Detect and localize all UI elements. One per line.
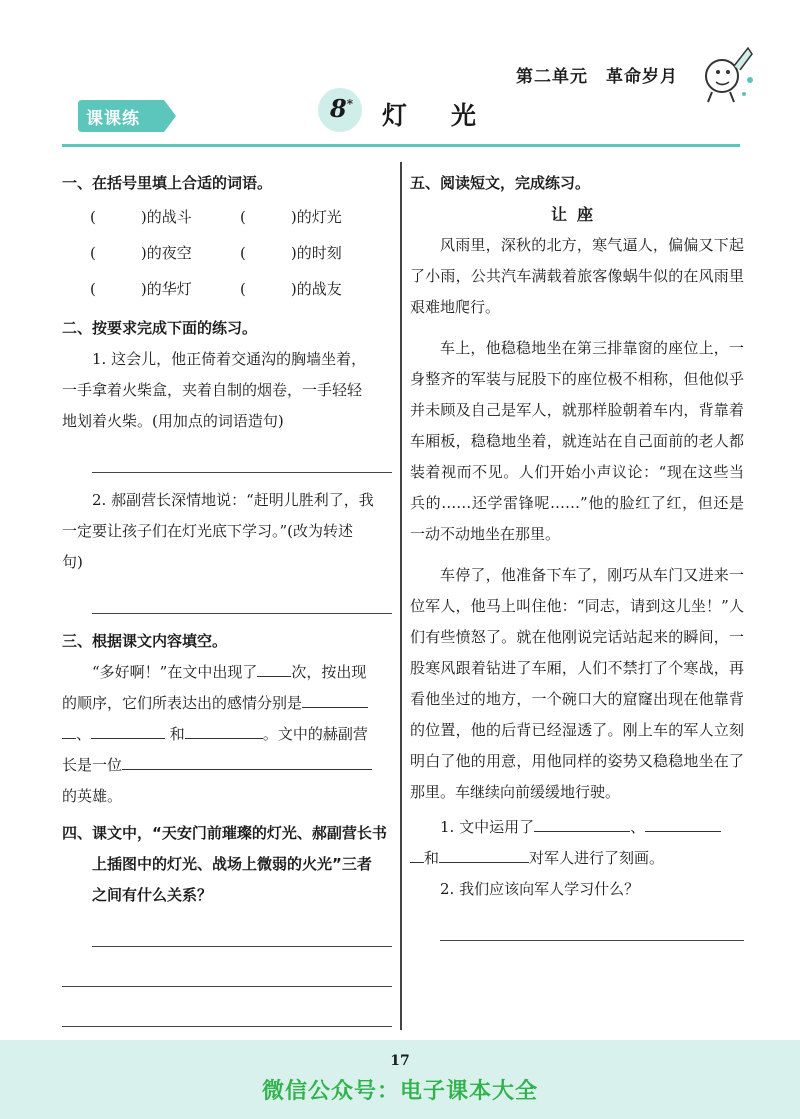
fill-item[interactable]: ( )的夜空 (90, 243, 192, 262)
blank-count[interactable] (257, 661, 291, 677)
q2-1-line3: 地划着火柴。(用加点的词语造句) (62, 412, 284, 430)
q2-1-line2: 一手拿着火柴盒，夹着自制的烟卷，一手轻轻 (62, 381, 363, 399)
header-rule (62, 144, 740, 147)
lesson-number: 8* (330, 94, 353, 123)
s3-line2: 的顺序，它们所表达出的感情分别是 (62, 688, 392, 719)
fill-item[interactable]: ( )的战斗 (90, 207, 192, 226)
fill-row (62, 235, 392, 271)
answer-line[interactable] (92, 919, 392, 947)
story-title: 让座 (550, 205, 603, 224)
blank-hero[interactable] (122, 754, 372, 770)
s3-line1: “多好啊！”在文中出现了 次，按出现 (92, 663, 367, 681)
s3-line3: 、 和 。文中的赫副营 (62, 719, 392, 750)
story-paragraph: 车停了，他准备下车了，刚巧从车门又进来一位军人，他马上叫住他：“同志，请到这儿坐！”人们有些愤怒了。就在他刚说完话站起来的瞬间，一股寒风跟着钻进了车厢，人们不禁打了个寒战，再看他坐过的地方，一个碗口大的窟窿出现在他靠背的位置，他的后背已经湿透了。刚上车的军人立刻明白了他的用意，用他同样的姿势又稳稳地坐在了那里。车继续向前缓缓地行驶。 (410, 566, 744, 801)
q2-2-line3: 句) (62, 553, 83, 571)
unit-label: 第二单元 (516, 67, 588, 87)
blank-method-2[interactable] (645, 816, 721, 832)
fill-item[interactable]: ( )的时刻 (240, 243, 342, 262)
section-3-title: 三、根据课文内容填空。 (62, 632, 228, 650)
mascot-icon (698, 40, 760, 106)
right-column (410, 168, 744, 953)
s3-line5: 的英雄。 (62, 787, 123, 805)
column-divider (400, 162, 402, 1030)
unit-theme: 革命岁月 (606, 67, 678, 87)
badge-label: 课课练 (86, 109, 140, 129)
page-number: 17 (390, 1053, 410, 1069)
fill-item[interactable]: ( )的灯光 (240, 207, 342, 226)
story-paragraph: 车上，他稳稳地坐在第三排靠窗的座位上，一身整齐的军装与屁股下的座位极不相称，但他似乎并未顾及自己是军人，就那样脸朝着车内，背靠着车厢板，稳稳地坐着，就连站在自己面前的老人都装着视而不见。人们开始小声议论：“现在这些当兵的……还学雷锋呢……”他的脸红了红，但还是一动不动地坐在那里。 (410, 339, 744, 543)
fill-row (62, 199, 392, 235)
lesson-title: 灯光 (382, 101, 521, 130)
answer-line[interactable] (62, 959, 392, 987)
section-2-title: 二、按要求完成下面的练习。 (62, 319, 258, 337)
q2-2-line1: 2. 郝副营长深情地说：“赶明儿胜利了，我 (92, 491, 374, 509)
section-1-title: 一、在括号里填上合适的词语。 (62, 174, 273, 192)
q5-1-line1: 1. 文中运用了 、 (410, 812, 744, 843)
q2-1-line1: 1. 这会儿，他正倚着交通沟的胸墙坐着， (92, 350, 367, 368)
q2-2-line2: 一定要让孩子们在灯光底下学习。”(改为转述 (62, 522, 354, 540)
section-4-question: 四、课文中，“天安门前璀璨的灯光、郝副营长书 上插图中的灯光、战场上微弱的火光”三者 之间有什么关系？ (62, 824, 387, 904)
fill-item[interactable]: ( )的华灯 (90, 279, 192, 298)
blank-method-1[interactable] (534, 816, 630, 832)
left-column (62, 168, 392, 1039)
blank-feeling-2[interactable] (91, 723, 165, 739)
blank-feeling-3[interactable] (185, 723, 263, 739)
fill-item[interactable]: ( )的战友 (240, 279, 342, 298)
wechat-watermark: 微信公众号：电子课本大全 (261, 1079, 538, 1104)
answer-line[interactable] (62, 999, 392, 1027)
blank-method-3[interactable] (439, 847, 529, 863)
answer-line[interactable] (92, 445, 392, 473)
answer-line[interactable] (92, 586, 392, 614)
fill-row (62, 271, 392, 307)
unit-header (516, 62, 696, 87)
section-5-title: 五、阅读短文，完成练习。 (410, 174, 591, 192)
q5-2: 2. 我们应该向军人学习什么？ (440, 880, 640, 898)
blank-feeling-1[interactable] (302, 692, 368, 708)
answer-line[interactable] (440, 913, 744, 941)
s3-line4: 长是一位 (62, 750, 392, 781)
story-paragraph: 风雨里，深秋的北方，寒气逼人，偏偏又下起了小雨，公共汽车满载着旅客像蜗牛似的在风雨里艰难地爬行。 (410, 236, 744, 316)
q5-1-line2: 和 对军人进行了刻画。 (410, 843, 744, 874)
